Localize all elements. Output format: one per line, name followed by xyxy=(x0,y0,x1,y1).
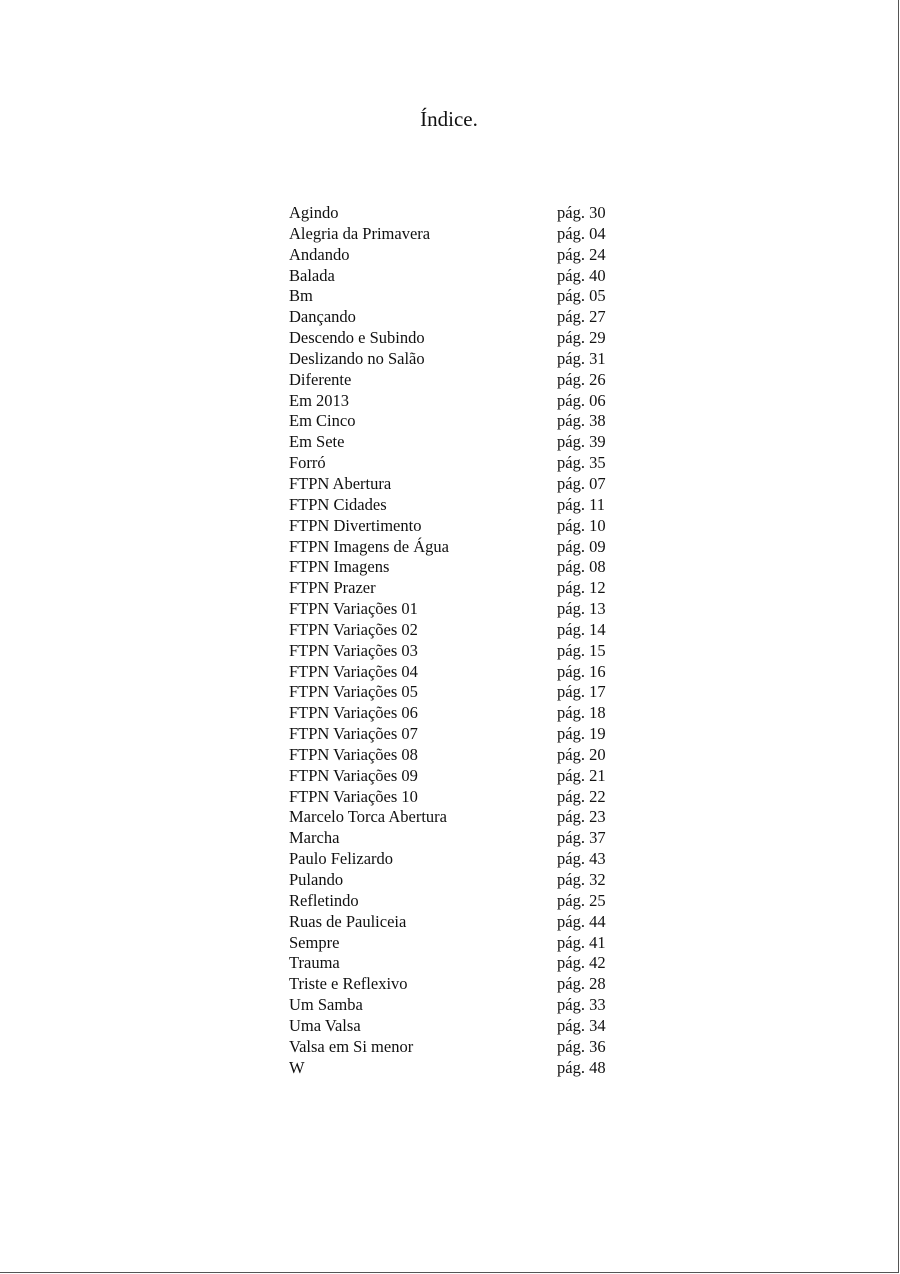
toc-entry-page: pág. 38 xyxy=(557,411,606,431)
toc-entry xyxy=(289,849,629,870)
toc-entry-title: Valsa em Si menor xyxy=(289,1036,414,1056)
toc-entry-page: pág. 48 xyxy=(557,1057,606,1077)
toc-entry-title: Um Samba xyxy=(289,995,363,1015)
toc-entry xyxy=(289,724,629,745)
toc-entry-page: pág. 28 xyxy=(557,974,606,994)
toc-entry-page: pág. 37 xyxy=(557,828,606,848)
toc-entry-title: FTPN Variações 10 xyxy=(289,786,418,806)
toc-entry xyxy=(289,703,629,724)
toc-entry-title: Agindo xyxy=(289,203,339,222)
toc-entry xyxy=(289,912,629,933)
toc-entry-title: FTPN Variações 05 xyxy=(289,682,418,702)
toc-entry xyxy=(289,307,629,328)
toc-entry-page: pág. 20 xyxy=(557,744,606,764)
toc-entry-page: pág. 30 xyxy=(557,203,606,222)
toc-entry-page: pág. 16 xyxy=(557,661,606,681)
toc-entry-title: Descendo e Subindo xyxy=(289,328,425,348)
toc-entry xyxy=(289,266,629,287)
toc-entry-page: pág. 08 xyxy=(557,557,606,577)
toc-entry-title: FTPN Variações 07 xyxy=(289,724,418,744)
toc-entry-title: Uma Valsa xyxy=(289,1015,361,1035)
toc-entry-page: pág. 17 xyxy=(557,682,606,702)
toc-entry-title: Em 2013 xyxy=(289,390,350,410)
toc-entry-page: pág. 26 xyxy=(557,369,606,389)
toc-entry-page: pág. 09 xyxy=(557,536,606,556)
toc-entry-page: pág. 13 xyxy=(557,599,606,619)
toc-entry-page: pág. 40 xyxy=(557,265,606,285)
toc-entry-title: Marcha xyxy=(289,828,340,848)
toc-entry xyxy=(289,662,629,683)
toc-entry-title: FTPN Variações 02 xyxy=(289,619,418,639)
toc-entry xyxy=(289,682,629,703)
toc-entry-page: pág. 04 xyxy=(557,223,606,243)
toc-entry xyxy=(289,953,629,974)
page-title: Índice. xyxy=(420,107,478,131)
toc-entry-page: pág. 34 xyxy=(557,1015,606,1035)
toc-entry xyxy=(289,870,629,891)
toc-entry-title: Pulando xyxy=(289,870,344,889)
toc-entry xyxy=(289,620,629,641)
toc-entry-title: FTPN Variações 03 xyxy=(289,640,418,660)
toc-entry-title: Bm xyxy=(289,286,313,306)
toc-entry-title: FTPN Variações 01 xyxy=(289,599,418,619)
toc-entry-page: pág. 22 xyxy=(557,786,606,806)
toc-entry-page: pág. 19 xyxy=(557,724,606,744)
toc-entry xyxy=(289,745,629,766)
toc-entry-page: pág. 06 xyxy=(557,390,606,410)
toc-entry-page: pág. 32 xyxy=(557,870,606,889)
toc-entry-title: Ruas de Pauliceia xyxy=(289,911,407,931)
toc-entry xyxy=(289,557,629,578)
toc-entry xyxy=(289,995,629,1016)
toc-entry xyxy=(289,432,629,453)
toc-entry-title: Deslizando no Salão xyxy=(289,348,425,368)
toc-entry xyxy=(289,328,629,349)
toc-entry xyxy=(289,891,629,912)
toc-entry xyxy=(289,599,629,620)
toc-entry-page: pág. 14 xyxy=(557,619,606,639)
toc-entry xyxy=(289,766,629,787)
toc-entry xyxy=(289,787,629,808)
toc-entry-page: pág. 12 xyxy=(557,578,606,598)
toc-entry xyxy=(289,474,629,495)
toc-entry-page: pág. 43 xyxy=(557,849,606,869)
toc-entry-title: Trauma xyxy=(289,953,340,973)
toc-entry-title: FTPN Variações 04 xyxy=(289,661,418,681)
toc-entry-title: Dançando xyxy=(289,307,356,327)
toc-entry-title: Forró xyxy=(289,453,326,473)
toc-entry xyxy=(289,224,629,245)
toc-entry-page: pág. 15 xyxy=(557,640,606,660)
toc-entry-page: pág. 07 xyxy=(557,473,606,493)
toc-entry xyxy=(289,495,629,516)
toc-entry xyxy=(289,516,629,537)
toc-entry xyxy=(289,391,629,412)
toc-entry-title: Marcelo Torca Abertura xyxy=(289,807,447,827)
toc-entry xyxy=(289,411,629,432)
toc-entry-page: pág. 44 xyxy=(557,911,606,931)
toc-entry-title: Em Sete xyxy=(289,432,345,452)
toc-entry-page: pág. 24 xyxy=(557,244,606,264)
toc-entry-title: FTPN Variações 06 xyxy=(289,703,418,723)
toc-entry-title: Alegria da Primavera xyxy=(289,223,431,243)
toc-entry-title: W xyxy=(289,1057,305,1077)
toc-entry-title: Diferente xyxy=(289,369,352,389)
toc-entry xyxy=(289,349,629,370)
toc-entry-page: pág. 29 xyxy=(557,328,606,348)
toc-entry-title: Triste e Reflexivo xyxy=(289,974,408,994)
toc-entry-title: FTPN Variações 09 xyxy=(289,765,418,785)
toc-entry xyxy=(289,1058,629,1079)
toc-entry-page: pág. 23 xyxy=(557,807,606,827)
toc-entry-page: pág. 25 xyxy=(557,890,606,910)
toc-entry-page: pág. 41 xyxy=(557,932,606,952)
toc-entry-title: FTPN Cidades xyxy=(289,494,387,514)
toc-entry xyxy=(289,370,629,391)
toc-entry-title: FTPN Divertimento xyxy=(289,515,422,535)
toc-entry-title: Paulo Felizardo xyxy=(289,849,394,869)
toc-entry-page: pág. 31 xyxy=(557,348,606,368)
toc-entry-title: FTPN Imagens xyxy=(289,557,390,577)
toc-entry-title: Em Cinco xyxy=(289,411,356,431)
toc-entry-title: FTPN Imagens de Água xyxy=(289,536,449,556)
toc-entry-title: FTPN Prazer xyxy=(289,578,376,598)
toc-entry xyxy=(289,1016,629,1037)
toc-entry xyxy=(289,641,629,662)
toc-entry xyxy=(289,933,629,954)
toc-entry xyxy=(289,807,629,828)
toc-entry-page: pág. 42 xyxy=(557,953,606,973)
toc-entry xyxy=(289,537,629,558)
toc-entry xyxy=(289,245,629,266)
toc-entry xyxy=(289,286,629,307)
toc-entry-page: pág. 27 xyxy=(557,307,606,327)
toc-entry-title: FTPN Variações 08 xyxy=(289,744,418,764)
toc-entry-title: Andando xyxy=(289,244,350,264)
toc-entry xyxy=(289,1037,629,1058)
toc-entry-page: pág. 10 xyxy=(557,515,606,535)
toc-entry-page: pág. 05 xyxy=(557,286,606,306)
toc-entry xyxy=(289,828,629,849)
toc-entry-title: Balada xyxy=(289,265,335,285)
toc-entry-title: FTPN Abertura xyxy=(289,473,392,493)
toc-entry-page: pág. 18 xyxy=(557,703,606,723)
toc-entry xyxy=(289,203,629,224)
toc-entry-page: pág. 36 xyxy=(557,1036,606,1056)
toc-entry xyxy=(289,453,629,474)
toc-entry-page: pág. 11 xyxy=(557,494,605,514)
toc-entry-page: pág. 21 xyxy=(557,765,606,785)
toc-entry-page: pág. 33 xyxy=(557,995,606,1015)
toc-entry-title: Refletindo xyxy=(289,890,359,910)
toc-entry-page: pág. 39 xyxy=(557,432,606,452)
toc-entry-page: pág. 35 xyxy=(557,453,606,473)
toc-entry xyxy=(289,974,629,995)
toc-entry xyxy=(289,578,629,599)
toc-entry-title: Sempre xyxy=(289,932,340,952)
table-of-contents xyxy=(289,203,629,1078)
